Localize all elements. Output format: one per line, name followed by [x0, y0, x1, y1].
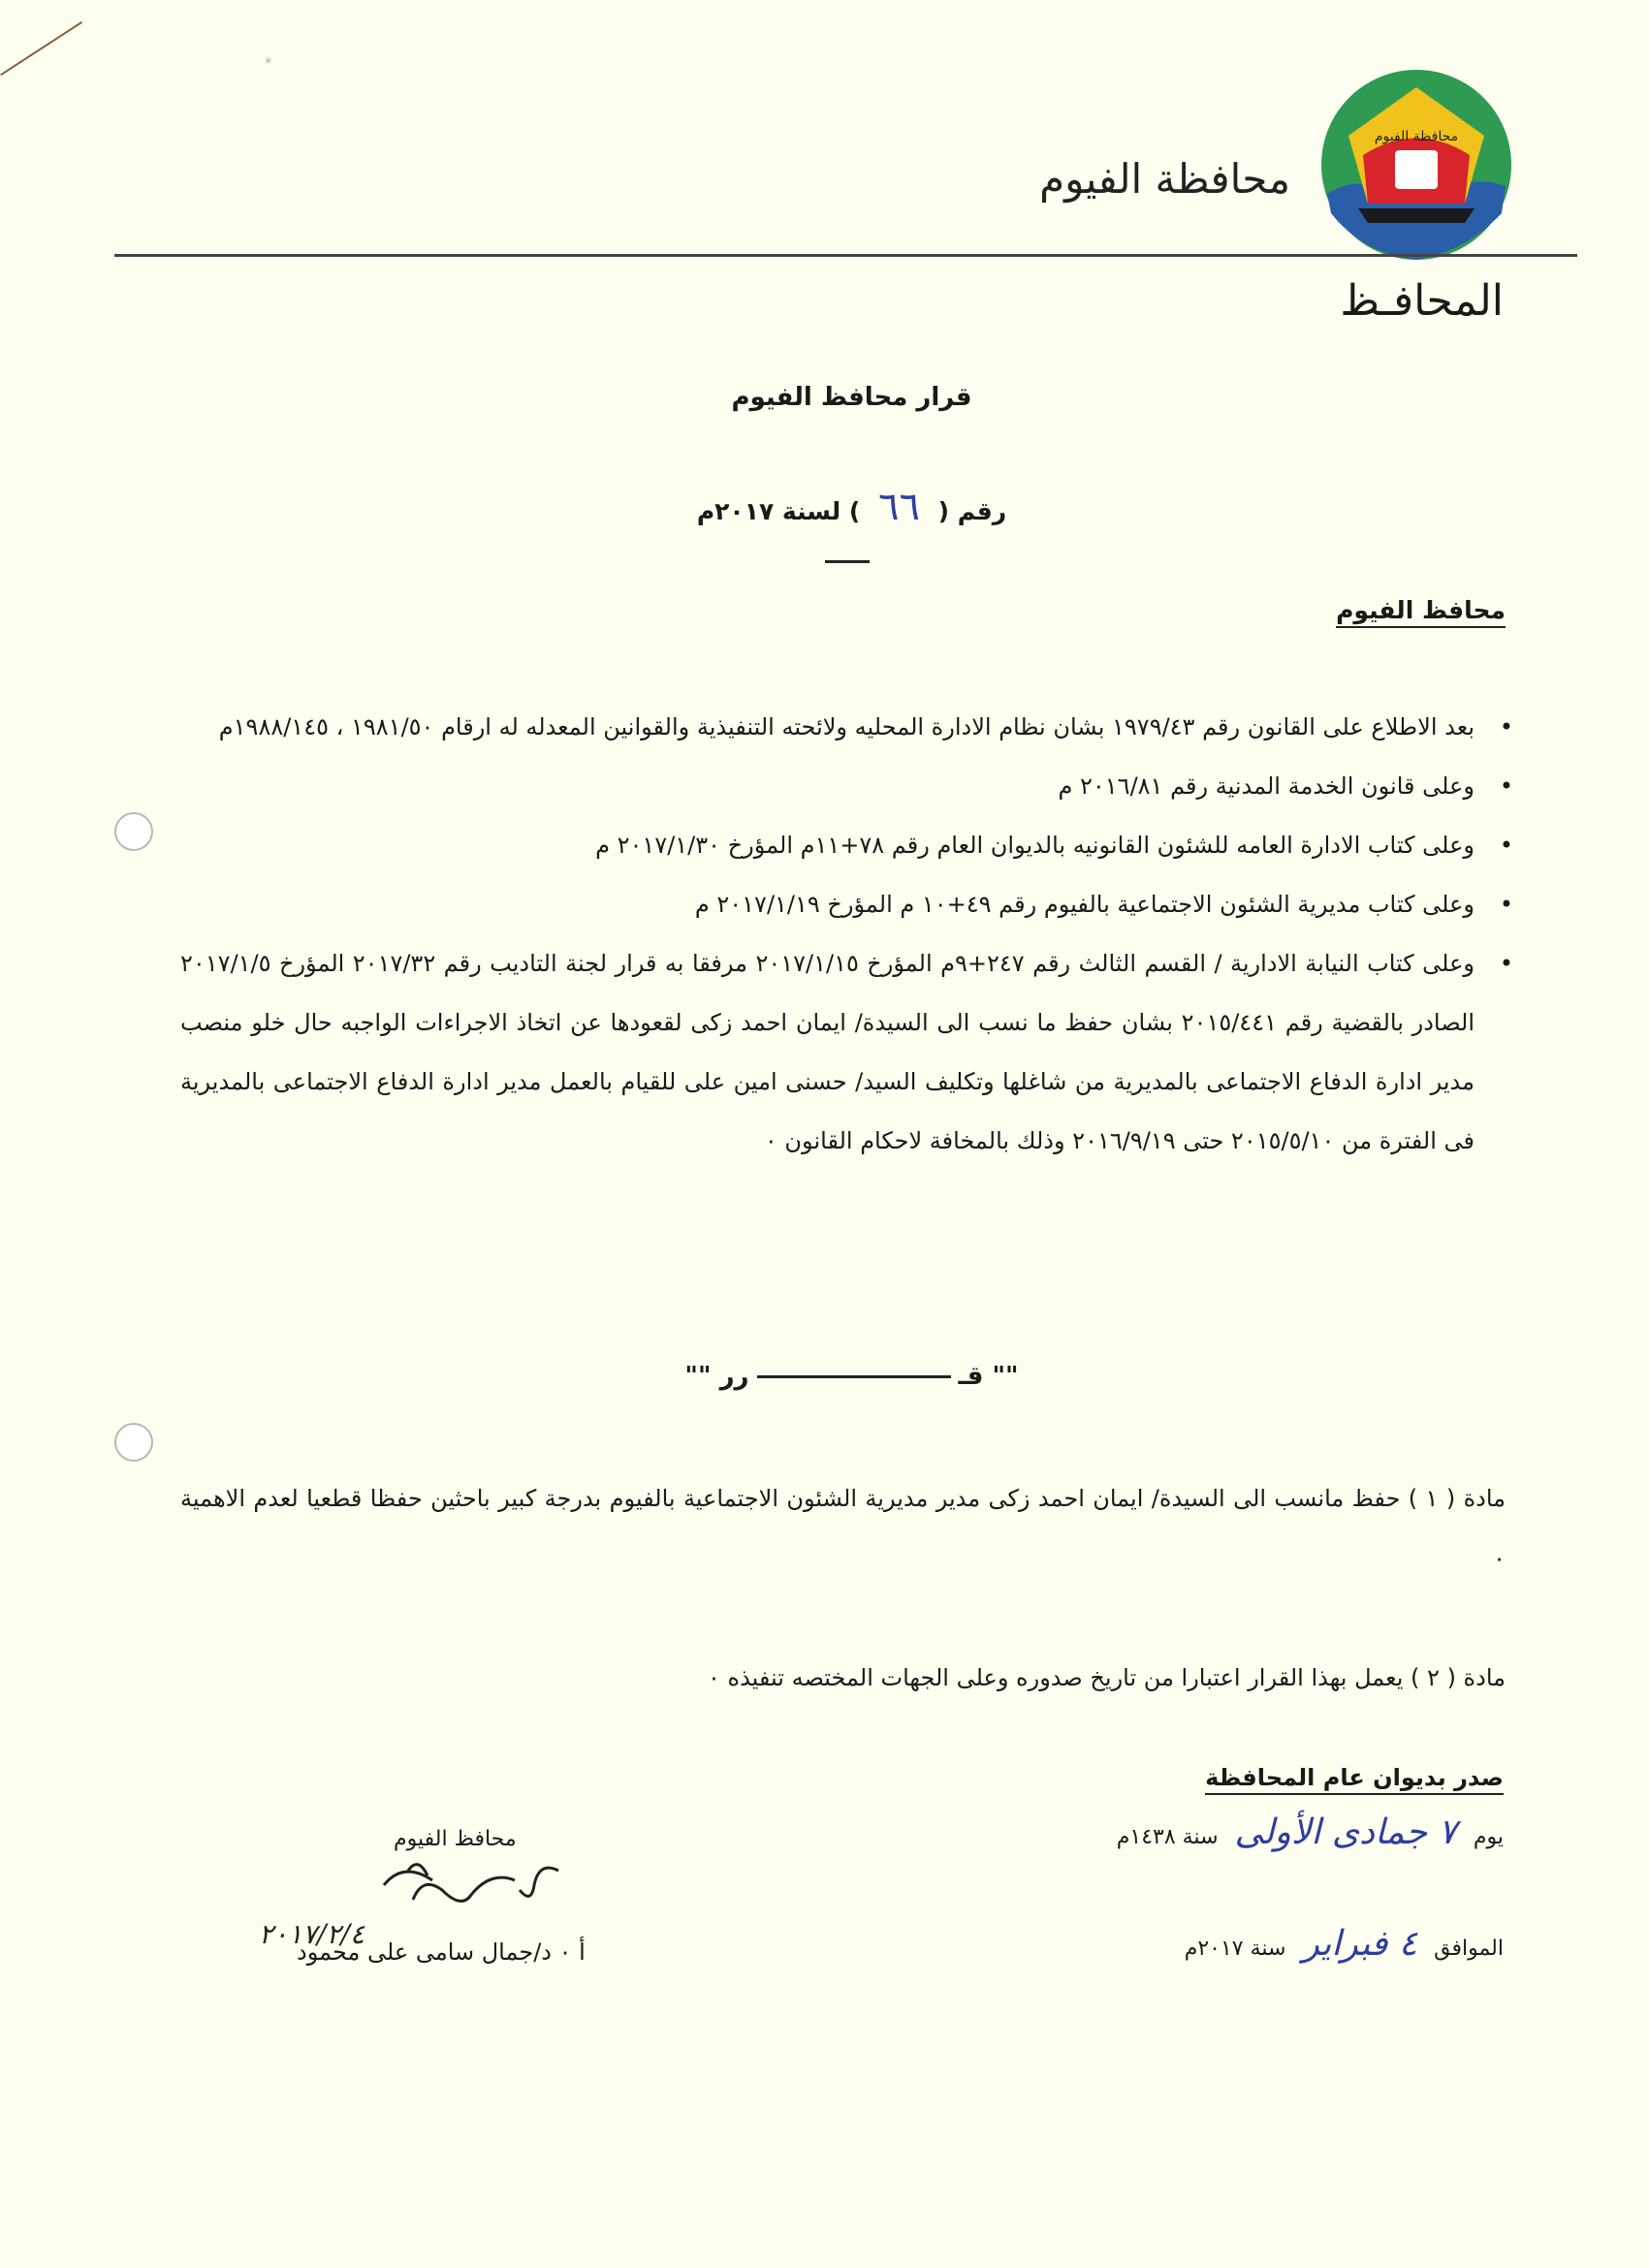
decision-title: قرار محافظ الفيوم: [731, 383, 972, 412]
pen-mark: [0, 21, 82, 76]
quote-close: "": [684, 1362, 712, 1391]
list-item: • وعلى قانون الخدمة المدنية رقم ٢٠١٦/٨١ م: [180, 757, 1513, 816]
decided-stretch: [757, 1375, 951, 1378]
quote-open: "": [992, 1362, 1019, 1391]
list-item: • وعلى كتاب الادارة العامه للشئون القانونيه بالديوان العام رقم ٧٨+١١م المؤرخ ٢٠١٧/١/٣٠ م: [180, 816, 1513, 875]
subject-heading: محافظ الفيوم: [1336, 596, 1506, 628]
decided-word-start: قـ: [958, 1362, 984, 1391]
decision-number-line: [54, 485, 1649, 529]
day-label: يوم: [1473, 1825, 1504, 1849]
signatory-caption: محافظ الفيوم: [394, 1827, 517, 1851]
list-item: • وعلى كتاب مديرية الشئون الاجتماعية بالفيوم رقم ٤٩+١٠ م المؤرخ ٢٠١٧/١/١٩ م: [180, 875, 1513, 934]
role-title: المحافـظ: [1340, 276, 1504, 326]
number-prefix: رقم (: [937, 497, 1007, 525]
punch-hole-top: [114, 812, 153, 851]
speck-mark: ✳: [264, 56, 272, 67]
signature-date: ٢٠١٧/٢/٤: [258, 1918, 365, 1950]
title-dash: [825, 560, 870, 563]
governorate-logo: [1319, 68, 1513, 262]
recitals-list: [180, 698, 1513, 1171]
header-rule: [114, 254, 1577, 257]
number-suffix: ) لسنة ٢٠١٧م: [696, 497, 861, 525]
punch-hole-bottom: [114, 1423, 153, 1462]
decided-heading: [54, 1362, 1649, 1391]
corresponding-value: ٤ فبراير: [1302, 1924, 1418, 1964]
gregorian-year: سنة ٢٠١٧م: [1184, 1937, 1286, 1961]
issued-at: صدر بديوان عام المحافظة: [1205, 1764, 1504, 1795]
governorate-title: محافظة الفيوم: [1039, 155, 1290, 203]
hijri-date-line: [1117, 1812, 1504, 1852]
day-value: ٧ جمادى الأولى: [1234, 1812, 1457, 1852]
list-item: • بعد الاطلاع على القانون رقم ١٩٧٩/٤٣ بشان نظام الادارة المحليه ولائحته التنفيذية والقوانين المعدله له ارقام ١٩٨١/٥٠ ، ١٩٨٨/١٤٥م: [180, 698, 1513, 757]
decision-number: ٦٦: [877, 485, 920, 529]
corresponding-label: الموافق: [1434, 1937, 1504, 1961]
hijri-year: سنة ١٤٣٨م: [1116, 1825, 1219, 1849]
decided-word-end: رر: [719, 1362, 749, 1391]
gregorian-date-line: [1185, 1924, 1504, 1964]
logo-text: محافظة الفيوم: [1374, 129, 1459, 144]
list-item: • وعلى كتاب النيابة الادارية / القسم الثالث رقم ٢٤٧+٩م المؤرخ ٢٠١٧/١/١٥ مرفقا به قرار لجنة التاديب رقم ٢٠١٧/٣٢ المؤرخ ٢٠١٧/١/٥ الصادر بالقضية رقم ٢٠١٥/٤٤١ بشان حفظ ما نسب الى السيدة/ ايمان احمد زكى لقعودها عن اتخاذ الاجراءات الواجبه حال خلو منصب مدير ادارة الدفاع الاجتماعى بالمديرية من شاغلها وتكليف السيد/ حسنى امين على للقيام بالعمل مدير ادارة الدفاع الاجتماعى بالمديرية فى الفترة من ٢٠١٥/٥/١٠ حتى ٢٠١٦/٩/١٩ وذلك بالمخافة لاحكام القانون ٠: [180, 934, 1513, 1171]
signatory-name: أ ٠ د/جمال سامى على محمود: [297, 1938, 586, 1966]
article-1: مادة ( ١ ) حفظ مانسب الى السيدة/ ايمان احمد زكى مدير مديرية الشئون الاجتماعية بالفيوم بدرجة كبير باحثين حفظا قطعيا لعدم الاهمية ٠: [180, 1485, 1506, 1572]
article-2: مادة ( ٢ ) يعمل بهذا القرار اعتبارا من تاريخ صدوره وعلى الجهات المختصه تنفيذه ٠: [707, 1664, 1506, 1691]
